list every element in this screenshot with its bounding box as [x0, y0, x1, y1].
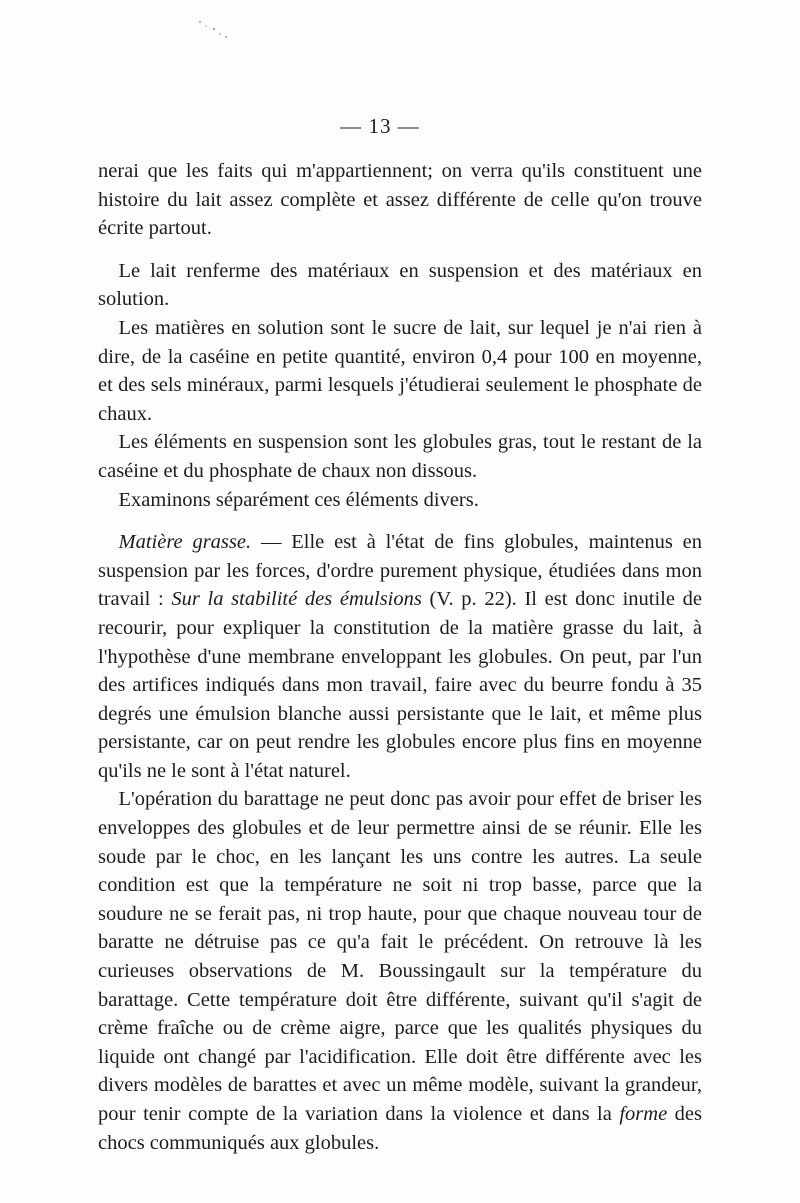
paragraph-fat-matter: [98, 528, 702, 785]
paragraph-suspension-elements: Les éléments en suspension sont les globules gras, tout le restant de la caséine et du phosphate de chaux non dissous.: [98, 431, 702, 482]
fat-text-part-2: (V. p. 22). Il est donc inutile de recourir, pour expliquer la constitution de la matière grasse du lait, à l'hypothèse d'une membrane enveloppant les globules. On peut, par l'un des artifices indiqués dans mon travail, faire avec du beurre fondu à 35 degrés une émulsion blanche aussi persistante que le lait, et même plus persistante, car on peut rendre les globules encore plus fins en moyenne qu'ils ne le sont à l'état naturel.: [98, 588, 702, 782]
paragraph-solution-matter: Les matières en solution sont le sucre de lait, sur lequel je n'ai rien à dire, de la caséine en petite quantité, environ 0,4 pour 100 en moyenne, et des sels minéraux, parmi lesquels j'étudierai seulement le phosphate de chaux.: [98, 316, 702, 425]
paragraph-churning: [98, 785, 702, 1157]
paper-stain-mark: [196, 18, 232, 42]
fat-text-part-1: — Elle est à l'état de fins globules, maintenus en suspension par les forces, d'ordre purement physique, étudiées dans mon travail :: [98, 531, 702, 611]
paragraph-examine: Examinons séparément ces éléments divers.: [118, 488, 479, 511]
paragraph-milk-composition: Le lait renferme des matériaux en suspension et des matériaux en solution.: [98, 259, 702, 311]
emphasized-word-forme: forme: [619, 1103, 668, 1125]
churning-text-part-1: L'opération du barattage ne peut donc pas avoir pour effet de briser les enveloppes des globules et de leur permettre ainsi de se réunir. Elle les soude par le choc, en les lançant les uns contre les autres. La seule condition est que la température ne soit ni trop basse, parce que la soudure ne se ferait pas, ni trop haute, pour que chaque nouveau tour de baratte ne détruise pas ce qu'a fait le précédent. On retrouve là les curieuses observations de M. Boussingault sur la température du barattage. Cette température doit être différente, suivant qu'il s'agit de crème fraîche ou de crème aigre, parce que les qualités physiques du liquide ont changé par l'acidification. Elle doit être différente avec les divers modèles de barattes et avec un même modèle, suivant la grandeur, pour tenir compte de la variation dans la violence et dans la: [98, 788, 702, 1125]
cited-work-title: Sur la stabilité des émulsions: [171, 588, 422, 611]
churning-text-part-2: des chocs communiqués aux globules.: [98, 1103, 703, 1154]
paragraph-continued: nerai que les faits qui m'appartiennent; on verra qu'ils constituent une histoire du lait assez complète et assez différente de celle qu'on trouve écrite partout.: [98, 160, 702, 240]
page-number: — 13 —: [340, 114, 420, 138]
section-heading-fat: Matière grasse.: [118, 531, 252, 554]
body-text: [98, 157, 702, 1157]
